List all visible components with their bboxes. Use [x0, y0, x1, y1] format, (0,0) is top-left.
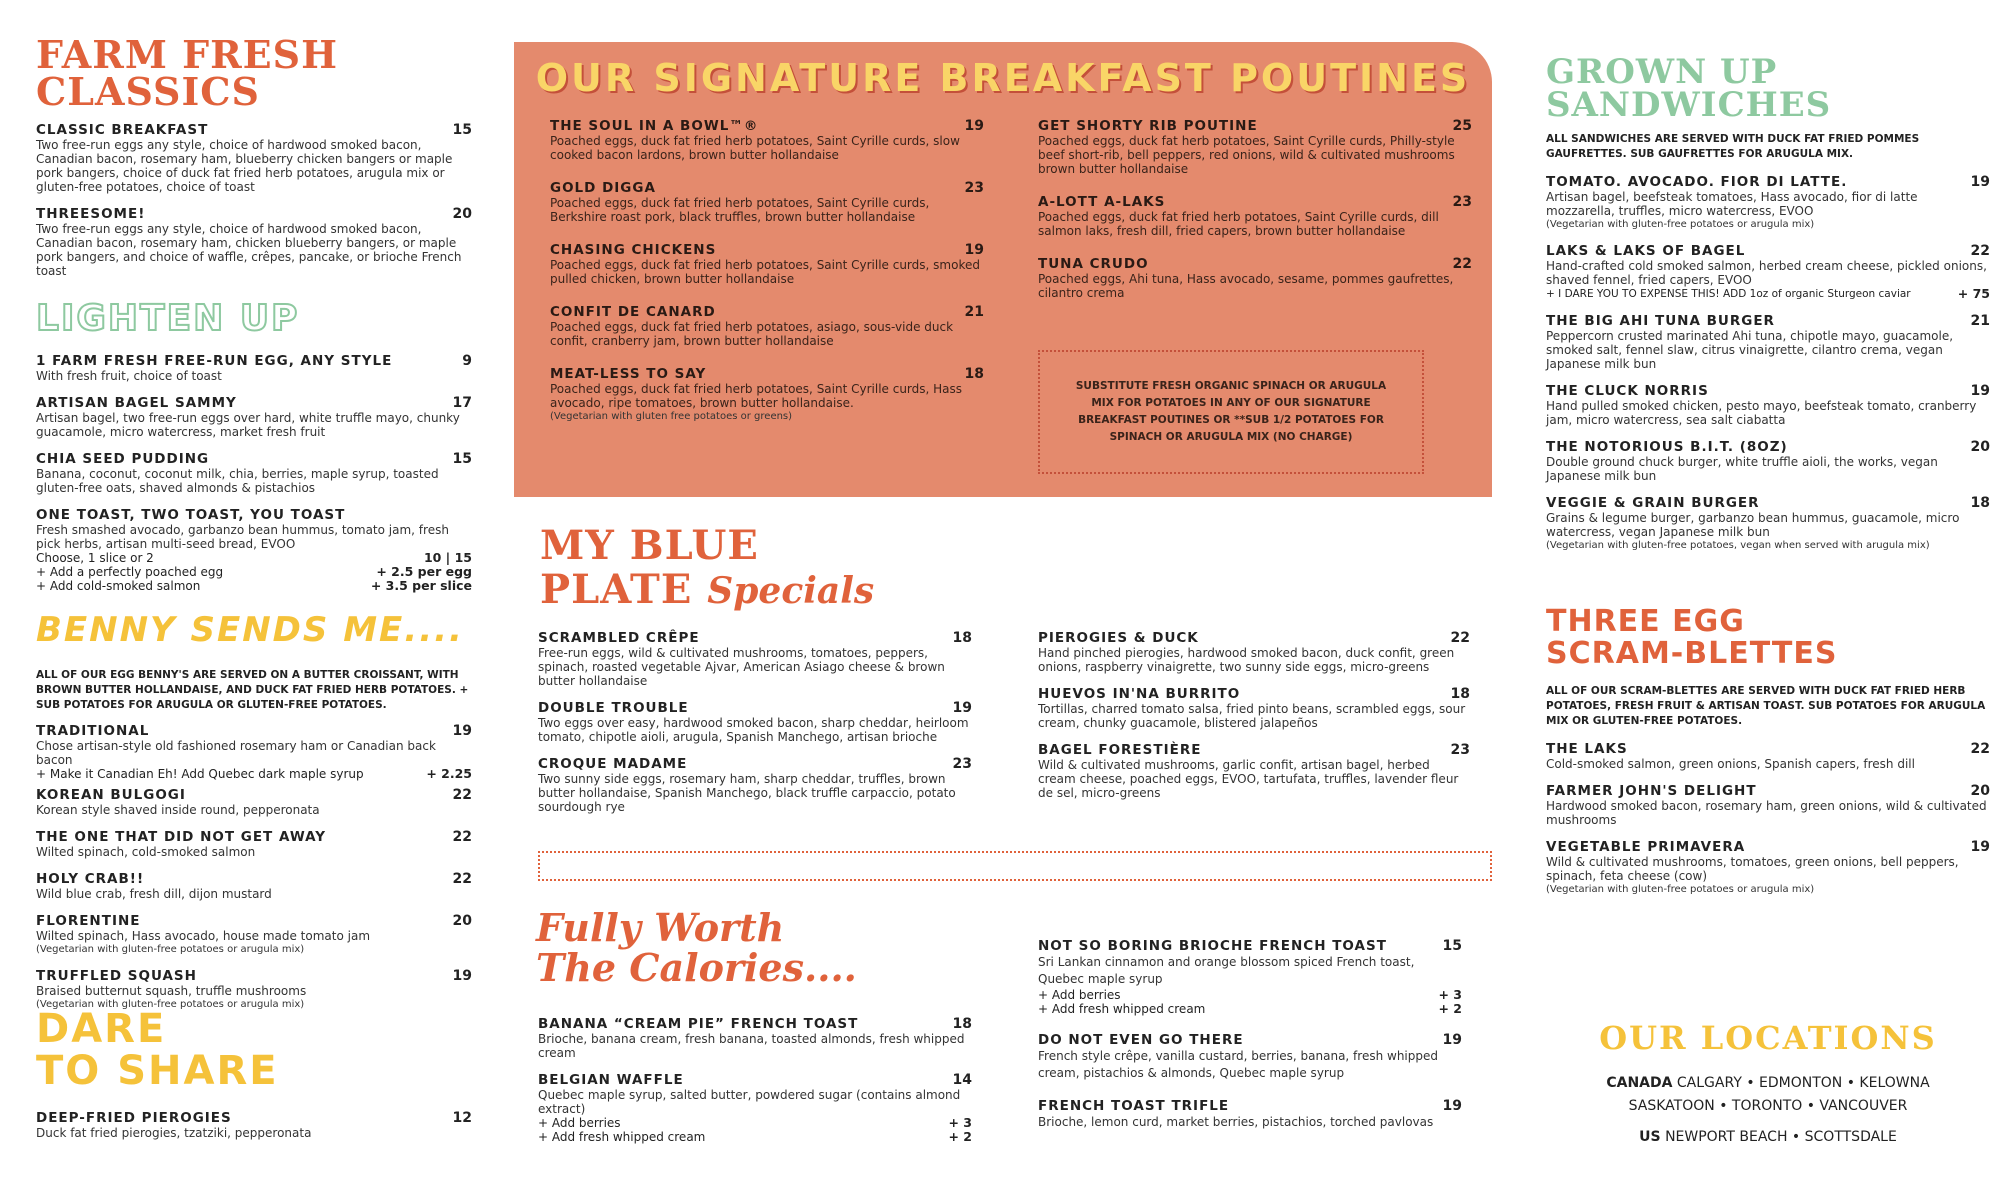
addon-label: + Add berries	[538, 1116, 621, 1130]
addon-row	[36, 565, 472, 579]
item-price: 19	[964, 118, 984, 134]
item-desc: Poached eggs, duck fat fried herb potatoes, Saint Cyrille curds, Hass avocado, ripe tomatoes, brown butter hollandaise.	[550, 382, 963, 410]
menu-item	[538, 756, 972, 814]
poutines-left-column	[550, 118, 984, 441]
item-name: PIEROGIES & DUCK	[1038, 630, 1199, 646]
addon-price: + 2	[1438, 1001, 1462, 1016]
menu-item	[36, 451, 472, 495]
item-desc: Poached eggs, duck fat fried herb potatoes, Saint Cyrille curds, dill salmon laks, fresh dill, fried capers, brown butter hollandaise	[1038, 210, 1439, 238]
addon-label: + Add fresh whipped cream	[538, 1130, 706, 1144]
item-price: 23	[952, 756, 972, 772]
item-name: A-LOTT A-LAKS	[1038, 194, 1166, 210]
item-desc: Fresh smashed avocado, garbanzo bean hummus, tomato jam, fresh pick herbs, artisan multi-seed bread, EVOO	[36, 523, 449, 551]
canada-label: CANADA	[1606, 1075, 1673, 1091]
menu-item	[1546, 439, 1990, 483]
menu-item	[36, 206, 472, 278]
menu-item	[1038, 742, 1470, 800]
addon-label: + Add fresh whipped cream	[1038, 1002, 1206, 1016]
item-name: CHIA SEED PUDDING	[36, 451, 210, 467]
canada-cities-2: SASKATOON • TORONTO • VANCOUVER	[1628, 1098, 1908, 1114]
addon-label: + Make it Canadian Eh! Add Quebec dark maple syrup	[36, 767, 364, 781]
item-price: 19	[452, 968, 472, 984]
toast-choice: Choose, 1 slice or 2	[36, 551, 154, 565]
item-price: 19	[952, 700, 972, 716]
item-desc: Tortillas, charred tomato salsa, fried pinto beans, scrambled eggs, sour cream, chunky guacamole, blistered jalapeños	[1038, 702, 1466, 730]
item-desc: Chose artisan-style old fashioned rosemary ham or Canadian back bacon	[36, 739, 436, 767]
item-price: 22	[452, 829, 472, 845]
item-desc: Wilted spinach, cold-smoked salmon	[36, 845, 256, 859]
item-desc: Two free-run eggs any style, choice of hardwood smoked bacon, Canadian bacon, rosemary ham, blueberry chicken bangers or maple pork bangers, choice of duck fat fried herb potatoes, arugula mix or gluten-free potatoes, choice of toast	[36, 138, 453, 194]
menu-item	[36, 353, 472, 383]
menu-item	[550, 366, 984, 423]
item-desc: Poached eggs, Ahi tuna, Hass avocado, sesame, pommes gaufrettes, cilantro crema	[1038, 272, 1454, 300]
item-price: 20	[452, 913, 472, 929]
dare-title: DARE TO SHARE	[36, 1006, 279, 1094]
addon-row	[36, 579, 472, 593]
farm-fresh-section	[36, 32, 472, 290]
item-note: (Vegetarian with gluten-free potatoes or arugula mix)	[1546, 884, 1815, 895]
us-cities: NEWPORT BEACH • SCOTTSDALE	[1665, 1129, 1897, 1145]
item-name: MEAT-LESS TO SAY	[550, 366, 707, 382]
item-name: GOLD DIGGA	[550, 180, 656, 196]
addon-row	[1038, 1002, 1462, 1016]
item-name: GET SHORTY RIB POUTINE	[1038, 118, 1258, 134]
item-desc: Wild & cultivated mushrooms, garlic confit, artisan bagel, herbed cream cheese, poached eggs, EVOO, tartufata, truffles, lavender fleur de sel, micro-greens	[1038, 758, 1459, 800]
item-name: THE ONE THAT DID NOT GET AWAY	[36, 829, 327, 845]
item-desc: With fresh fruit, choice of toast	[36, 369, 222, 383]
benny-note: ALL OF OUR EGG BENNY'S ARE SERVED ON A BUTTER CROISSANT, WITH BROWN BUTTER HOLLANDAISE, AND DUCK FAT FRIED HERB POTATOES. + SUB POTATOES FOR ARUGULA OR GLUTEN-FREE POTATOES.	[36, 669, 469, 711]
menu-item: DO NOT EVEN GO THERE 19 French style crêpe, vanilla custard, berries, banana, fresh whipped cream, pistachios & almonds, Quebec maple syrup	[1038, 1032, 1462, 1080]
farm-fresh-title: FARM FRESH CLASSICS	[36, 32, 338, 114]
specials-script: Specials	[707, 570, 875, 612]
poutines-title: OUR SIGNATURE BREAKFAST POUTINES	[535, 56, 1471, 100]
item-price: 15	[452, 122, 472, 138]
menu-item	[1546, 313, 1990, 371]
item-price: 18	[964, 366, 984, 382]
menu-item: NOT SO BORING BRIOCHE FRENCH TOAST 15 Sri Lankan cinnamon and orange blossom spiced French toast, Quebec maple syrup + Add berries + 3 + Add fresh whipped cream + 2	[1038, 938, 1462, 1016]
item-name: VEGETABLE PRIMAVERA	[1546, 839, 1746, 855]
canada-cities-1: CALGARY • EDMONTON • KELOWNA	[1676, 1075, 1930, 1091]
item-desc: Poached eggs, duck fat fried herb potatoes, asiago, sous-vide duck confit, cranberry jam, brown butter hollandaise	[550, 320, 954, 348]
item-name: HUEVOS IN'NA BURRITO	[1038, 686, 1241, 702]
item-name: TRUFFLED SQUASH	[36, 968, 197, 984]
addon-row	[1038, 988, 1462, 1002]
addon-price: + 3	[948, 1115, 972, 1130]
item-price: 23	[964, 180, 984, 196]
addon-label: + Add a perfectly poached egg	[36, 565, 224, 579]
item-price: 19	[964, 242, 984, 258]
menu-item	[550, 180, 984, 224]
menu-item	[1038, 118, 1472, 176]
item-price: 19	[452, 723, 472, 739]
blue-plate-left	[538, 630, 972, 826]
item-name: ARTISAN BAGEL SAMMY	[36, 395, 237, 411]
item-name: CONFIT DE CANARD	[550, 304, 716, 320]
item-name: DEEP-FRIED PIEROGIES	[36, 1110, 232, 1126]
menu-item	[1546, 783, 1990, 827]
item-desc: Wild & cultivated mushrooms, tomatoes, green onions, bell peppers, spinach, feta cheese (cow)	[1546, 855, 1959, 883]
menu-item	[1038, 630, 1470, 674]
caviar-addon: + I DARE YOU TO EXPENSE THIS! ADD 1oz of organic Sturgeon caviar	[1546, 288, 1911, 300]
item-desc: Poached eggs, duck fat fried herb potatoes, Saint Cyrille curds, Berkshire roast pork, black truffles, brown butter hollandaise	[550, 196, 930, 224]
item-name: HOLY CRAB!!	[36, 871, 145, 887]
item-price: 20	[1970, 783, 1990, 799]
item-desc: Two free-run eggs any style, choice of hardwood smoked bacon, Canadian bacon, rosemary ham, chicken blueberry bangers, or maple pork bangers, and choice of waffle, crêpes, pancake, or brioche French toast	[36, 222, 462, 278]
item-price: 23	[1450, 742, 1470, 758]
blue-plate-right	[1038, 630, 1470, 812]
item-desc: Two eggs over easy, hardwood smoked bacon, sharp cheddar, heirloom tomato, chipotle aioli, arugula, Spanish Manchego, artisan brioche	[538, 716, 969, 744]
item-price: 18	[952, 630, 972, 646]
addon-label: + Add berries	[1038, 988, 1121, 1002]
menu-item	[36, 787, 472, 817]
sandwiches-section	[1546, 52, 1990, 564]
item-name: THE NOTORIOUS B.I.T. (8OZ)	[1546, 439, 1788, 455]
benny-title: BENNY SENDS ME....	[36, 610, 464, 650]
menu-item	[1546, 839, 1990, 896]
item-price: 22	[1452, 256, 1472, 272]
menu-item	[1038, 256, 1472, 300]
item-desc: Cold-smoked salmon, green onions, Spanish capers, fresh dill	[1546, 757, 1915, 771]
item-price: 20	[1970, 439, 1990, 455]
sandwiches-title: GROWN UP SANDWICHES	[1546, 52, 1832, 125]
item-desc: Peppercorn crusted marinated Ahi tuna, chipotle mayo, guacamole, smoked salt, fennel slaw, citrus vinaigrette, cilantro crema, vegan Japanese milk bun	[1546, 329, 1954, 371]
locations-section	[1546, 1020, 1990, 1149]
item-note: (Vegetarian with gluten free potatoes or greens)	[550, 411, 793, 422]
menu-item	[36, 829, 472, 859]
menu-item: FRENCH TOAST TRIFLE 19 Brioche, lemon curd, market berries, pistachios, torched pavlovas	[1038, 1098, 1462, 1129]
addon-price: + 2.5 per egg	[376, 564, 472, 579]
menu-item	[1546, 383, 1990, 427]
item-name: TUNA CRUDO	[1038, 256, 1149, 272]
item-price: 18	[1970, 495, 1990, 511]
item-price: 18	[1450, 686, 1470, 702]
item-desc: Hand pulled smoked chicken, pesto mayo, beefsteak tomato, cranberry jam, micro watercress, sea salt ciabatta	[1546, 399, 1977, 427]
item-name: VEGGIE & GRAIN BURGER	[1546, 495, 1760, 511]
item-price: 22	[452, 871, 472, 887]
lighten-up-section	[36, 298, 472, 593]
item-price: 21	[964, 304, 984, 320]
item-name: FARMER JOHN'S DELIGHT	[1546, 783, 1757, 799]
item-name: THE CLUCK NORRIS	[1546, 383, 1709, 399]
item-name: CLASSIC BREAKFAST	[36, 122, 209, 138]
sandwiches-note: ALL SANDWICHES ARE SERVED WITH DUCK FAT FRIED POMMES GAUFRETTES. SUB GAUFRETTES FOR ARUGULA MIX.	[1546, 133, 1920, 160]
blue-plate-title: MY BLUE PLATE Specials	[540, 522, 875, 613]
dare-to-share-section	[36, 1008, 472, 1152]
menu-item	[36, 1110, 472, 1140]
item-desc: Braised butternut squash, truffle mushrooms	[36, 984, 307, 998]
item-desc: Hardwood smoked bacon, rosemary ham, green onions, wild & cultivated mushrooms	[1546, 799, 1987, 827]
item-name: THE SOUL IN A BOWL™®	[550, 118, 759, 134]
item-name: FLORENTINE	[36, 913, 141, 929]
scramblettes-note: ALL OF OUR SCRAM-BLETTES ARE SERVED WITH DUCK FAT FRIED HERB POTATOES, FRESH FRUIT & ARTISAN TOAST. SUB POTATOES FOR ARUGULA MIX OR GLUTEN-FREE POTATOES.	[1546, 685, 1986, 727]
menu-item	[36, 968, 472, 1011]
menu-item: BELGIAN WAFFLE 14 Quebec maple syrup, salted butter, powdered sugar (contains almond extract) + Add berries + 3 + Add fresh whipped cream + 2	[538, 1072, 972, 1144]
calories-right	[1038, 938, 1462, 1143]
menu-item	[550, 242, 984, 286]
menu-item	[538, 700, 972, 744]
us-label: US	[1639, 1129, 1661, 1145]
menu-item	[550, 118, 984, 162]
item-price: 20	[452, 206, 472, 222]
item-price: 25	[1452, 118, 1472, 134]
item-name: SCRAMBLED CRÊPE	[538, 630, 700, 646]
item-name: TRADITIONAL	[36, 723, 150, 739]
item-desc: Artisan bagel, two free-run eggs over hard, white truffle mayo, chunky guacamole, micro watercress, market fresh fruit	[36, 411, 460, 439]
item-price: 12	[452, 1110, 472, 1126]
menu-item	[1038, 194, 1472, 238]
item-price: 19	[1970, 383, 1990, 399]
menu-item	[1546, 495, 1990, 552]
menu-item	[36, 723, 472, 781]
menu-item	[538, 630, 972, 688]
menu-item	[36, 395, 472, 439]
item-desc: Grains & legume burger, garbanzo bean hummus, guacamole, micro watercress, vegan Japanese milk bun	[1546, 511, 1960, 539]
addon-label: + Add cold-smoked salmon	[36, 579, 201, 593]
lighten-up-title: LIGHTEN UP	[36, 298, 300, 339]
menu-item: BANANA “CREAM PIE” FRENCH TOAST 18 Brioche, banana cream, fresh banana, toasted almonds, fresh whipped cream	[538, 1016, 972, 1060]
addon-price: + 3	[1438, 987, 1462, 1002]
item-price: 22	[1450, 630, 1470, 646]
item-price: 19	[1970, 839, 1990, 855]
menu-item	[36, 507, 472, 551]
menu-item	[550, 304, 984, 348]
addon-row	[538, 1130, 972, 1144]
item-desc: Duck fat fried pierogies, tzatziki, pepperonata	[36, 1126, 312, 1140]
menu-item: TOMATO. AVOCADO. FIOR DI LATTE. 19 Artisan bagel, beefsteak tomatoes, Hass avocado, fior di latte mozzarella, truffles, micro watercress, EVOO (Vegetarian with gluten-free potatoes or arugula mix)	[1546, 174, 1990, 230]
poutines-right-column	[1038, 118, 1472, 318]
item-desc: Poached eggs, duck fat fried herb potatoes, Saint Cyrille curds, smoked pulled chicken, brown butter hollandaise	[550, 258, 980, 286]
item-price: 15	[452, 451, 472, 467]
item-name: CROQUE MADAME	[538, 756, 688, 772]
item-desc: Free-run eggs, wild & cultivated mushrooms, tomatoes, peppers, spinach, roasted vegetable Ajvar, American Asiago cheese & brown butter hollandaise	[538, 646, 945, 688]
item-name: THE LAKS	[1546, 741, 1628, 757]
farm-items	[36, 122, 472, 278]
item-price: 22	[452, 787, 472, 803]
lighten-items	[36, 353, 472, 551]
item-note: (Vegetarian with gluten-free potatoes or arugula mix)	[36, 944, 305, 955]
item-price: 9	[462, 353, 472, 369]
item-name: KOREAN BULGOGI	[36, 787, 186, 803]
item-note: (Vegetarian with gluten-free potatoes or arugula mix)	[36, 999, 305, 1010]
benny-section	[36, 612, 472, 1023]
item-price: 17	[452, 395, 472, 411]
toast-options	[36, 551, 472, 593]
scramblettes-title: THREE EGG SCRAM-BLETTES	[1546, 604, 1838, 671]
addon-row	[538, 1116, 972, 1130]
menu-item	[36, 122, 472, 194]
item-desc: Wild blue crab, fresh dill, dijon mustard	[36, 887, 272, 901]
item-name: THREESOME!	[36, 206, 146, 222]
item-name: DOUBLE TROUBLE	[538, 700, 689, 716]
item-note: (Vegetarian with gluten-free potatoes, vegan when served with arugula mix)	[1546, 540, 1930, 551]
menu-item	[36, 913, 472, 956]
item-name: 1 FARM FRESH FREE-RUN EGG, ANY STYLE	[36, 353, 393, 369]
dotted-divider	[538, 851, 1492, 881]
item-desc: Poached eggs, duck fat herb potatoes, Saint Cyrille curds, Philly-style beef short-rib, bell peppers, red onions, wild & cultivated mushrooms brown butter hollandaise	[1038, 134, 1455, 176]
item-desc: Banana, coconut, coconut milk, chia, berries, maple syrup, toasted gluten-free oats, shaved almonds & pistachios	[36, 467, 439, 495]
addon-price: + 2.25	[426, 766, 472, 781]
item-desc: Two sunny side eggs, rosemary ham, sharp cheddar, truffles, brown butter hollandaise, Spanish Manchego, black truffle carpaccio, potato sourdough rye	[538, 772, 956, 814]
item-desc: Hand pinched pierogies, hardwood smoked bacon, duck confit, green onions, raspberry vinaigrette, two sunny side eggs, micro-greens	[1038, 646, 1455, 674]
calories-left	[538, 1016, 972, 1156]
item-desc: Poached eggs, duck fat fried herb potatoes, Saint Cyrille curds, slow cooked bacon lardons, brown butter hollandaise	[550, 134, 960, 162]
item-name: THE BIG AHI TUNA BURGER	[1546, 313, 1775, 329]
addon-price: + 2	[948, 1129, 972, 1144]
item-price: 23	[1452, 194, 1472, 210]
menu-item	[1038, 686, 1470, 730]
item-price: 22	[1970, 741, 1990, 757]
toast-price: 10 | 15	[423, 550, 472, 565]
item-price: 21	[1970, 313, 1990, 329]
menu-item	[1546, 741, 1990, 771]
calories-title: Fully Worth The Calories....	[536, 905, 857, 990]
item-name: ONE TOAST, TWO TOAST, YOU TOAST	[36, 507, 346, 523]
item-desc: Korean style shaved inside round, pepperonata	[36, 803, 320, 817]
substitute-note: SUBSTITUTE FRESH ORGANIC SPINACH OR ARUGULA MIX FOR POTATOES IN ANY OF OUR SIGNATURE BREAKFAST POUTINES OR **SUB 1/2 POTATOES FOR SPINACH OR ARUGULA MIX (NO CHARGE)	[1038, 350, 1424, 474]
scramblettes-section	[1546, 606, 1990, 908]
addon-price: + 3.5 per slice	[370, 578, 472, 593]
item-name: CHASING CHICKENS	[550, 242, 717, 258]
menu-item: LAKS & LAKS OF BAGEL 22 Hand-crafted cold smoked salmon, herbed cream cheese, pickled onions, shaved fennel, fried capers, EVOO + I DARE YOU TO EXPENSE THIS! ADD 1oz of organic Sturgeon caviar + 75	[1546, 243, 1990, 301]
menu-item	[36, 871, 472, 901]
item-name: BAGEL FORESTIÈRE	[1038, 742, 1202, 758]
item-desc: Wilted spinach, Hass avocado, house made tomato jam	[36, 929, 371, 943]
locations-title: OUR LOCATIONS	[1599, 1019, 1937, 1057]
item-desc: Double ground chuck burger, white truffle aioli, the works, vegan Japanese milk bun	[1546, 455, 1938, 483]
